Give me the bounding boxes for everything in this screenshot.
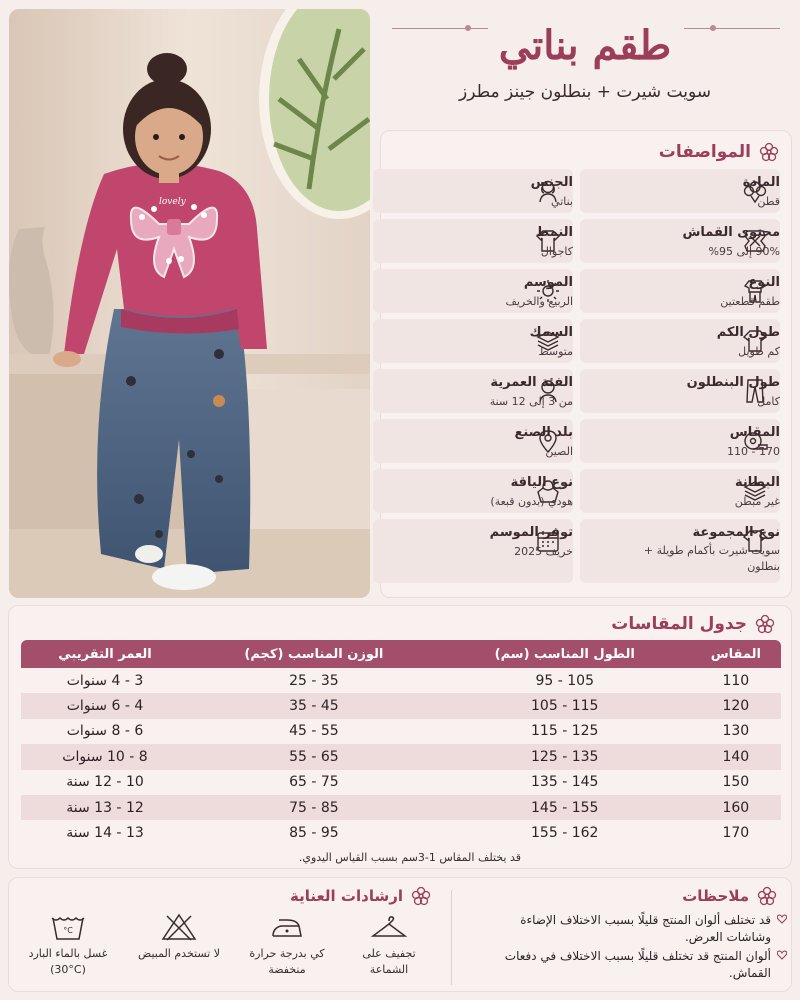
table-row bbox=[21, 795, 781, 820]
table-cell: 120 bbox=[691, 693, 781, 718]
spec-season bbox=[373, 269, 573, 313]
size-table bbox=[21, 640, 781, 846]
spec-value: هودي (بدون قبعة) bbox=[490, 495, 573, 508]
table-cell: 155 - 145 bbox=[439, 795, 691, 820]
flower-icon bbox=[759, 142, 779, 162]
care-item-no-bleach bbox=[134, 912, 224, 962]
size-chart-panel bbox=[8, 605, 792, 869]
spec-label: نوع الياقة bbox=[510, 475, 573, 490]
spec-value: طقم قطعتين bbox=[720, 295, 780, 308]
spec-origin bbox=[373, 419, 573, 463]
spec-value: كاجوال bbox=[540, 245, 573, 258]
table-row bbox=[21, 668, 781, 693]
table-cell: 3 - 4 سنوات bbox=[66, 672, 144, 689]
table-cell: 145 - 135 bbox=[531, 774, 599, 791]
table-row bbox=[21, 744, 781, 769]
spec-season-availability bbox=[373, 519, 573, 583]
spec-value: 170 - 110 bbox=[727, 445, 780, 458]
spec-pants-length bbox=[580, 369, 780, 413]
flower-icon bbox=[757, 886, 777, 906]
spec-fabric-content bbox=[580, 219, 780, 263]
table-cell: 4 - 6 سنوات bbox=[21, 693, 189, 718]
spec-value: قطن bbox=[757, 195, 780, 208]
specs-title: المواصفات bbox=[658, 142, 751, 162]
table-cell: 170 bbox=[722, 825, 750, 842]
girl-in-outfit-illustration bbox=[9, 9, 370, 598]
flower-icon bbox=[411, 886, 431, 906]
spec-size bbox=[580, 419, 780, 463]
spec-lining bbox=[580, 469, 780, 513]
spec-set-type bbox=[580, 519, 780, 583]
spec-value: الربيع والخريف bbox=[505, 295, 573, 308]
table-cell: 110 bbox=[722, 672, 750, 689]
spec-material bbox=[580, 169, 780, 213]
care-label: غسل بالماء البارد (30°C) bbox=[28, 947, 108, 976]
table-cell: 12 - 13 سنة bbox=[21, 795, 189, 820]
table-cell: 65 - 55 bbox=[189, 744, 439, 769]
table-cell: 140 bbox=[691, 744, 781, 769]
table-cell: 75 - 65 bbox=[289, 774, 339, 791]
iron-icon bbox=[267, 912, 307, 942]
sweatshirt-print-text: lovely bbox=[159, 197, 186, 207]
spec-value: من 3 إلى 12 سنة bbox=[489, 395, 573, 408]
column-header-size: المقاس bbox=[691, 640, 781, 668]
spec-value: الصين bbox=[545, 445, 573, 458]
table-row bbox=[21, 770, 781, 795]
size-note: قد يختلف المقاس 1-3سم بسبب القياس اليدوي. bbox=[298, 851, 521, 864]
spec-label: توفر الموسم bbox=[489, 525, 573, 540]
care-label: تجفيف على الشماعة bbox=[362, 947, 416, 976]
table-cell: 10 - 12 سنة bbox=[66, 774, 144, 791]
table-cell: 8 - 10 سنوات bbox=[21, 744, 189, 769]
spec-style bbox=[373, 219, 573, 263]
heart-icon bbox=[777, 950, 787, 960]
table-cell: 45 - 35 bbox=[189, 693, 439, 718]
spec-type bbox=[580, 269, 780, 313]
table-cell: 55 - 45 bbox=[289, 723, 339, 740]
specs-panel bbox=[380, 130, 792, 598]
spec-value: بناتي bbox=[551, 195, 573, 208]
table-cell: 35 - 25 bbox=[289, 672, 339, 689]
care-item-cold-wash bbox=[23, 912, 113, 978]
spec-label: طول الكم bbox=[716, 325, 780, 340]
care-label: كي بدرجة حرارة منخفضة bbox=[249, 947, 325, 976]
note-text: قد تختلف ألوان المنتج قليلًا بسبب الاختلاف الإضاءة وشاشات العرض. bbox=[520, 913, 771, 944]
notes-care-panel bbox=[8, 877, 792, 992]
no-bleach-icon bbox=[159, 912, 199, 942]
spec-value: 90% إلى 95% bbox=[708, 245, 780, 258]
spec-label: الموسم bbox=[523, 275, 573, 290]
care-title: ارشادات العناية bbox=[289, 887, 403, 905]
spec-value: كم طويل bbox=[738, 345, 780, 358]
spec-label: نوع المجموعة bbox=[692, 525, 780, 540]
specs-header bbox=[659, 142, 779, 162]
spec-value: غير مبطن bbox=[734, 495, 780, 508]
spec-sleeve-length bbox=[580, 319, 780, 363]
table-row bbox=[21, 820, 781, 845]
spec-label: البطانة bbox=[735, 475, 780, 490]
note-item bbox=[476, 948, 771, 982]
flower-icon bbox=[755, 614, 775, 634]
spec-label: بلد الصنع bbox=[514, 425, 573, 440]
note-text: ألوان المنتج قد تختلف قليلًا بسبب الاختلاف في دفعات القماش. bbox=[504, 949, 771, 980]
spec-label: المادة bbox=[742, 175, 780, 190]
care-item-hang-dry bbox=[344, 912, 434, 978]
table-cell: 6 - 8 سنوات bbox=[66, 723, 144, 740]
spec-label: محتوى القماش bbox=[682, 225, 780, 240]
product-photo bbox=[9, 9, 370, 598]
table-cell: 115 - 105 bbox=[439, 693, 691, 718]
note-item bbox=[476, 912, 771, 946]
spec-label: الفئة العمرية bbox=[490, 375, 573, 390]
table-cell: 105 - 95 bbox=[535, 672, 594, 689]
table-cell: 85 - 75 bbox=[189, 795, 439, 820]
spec-collar-type bbox=[373, 469, 573, 513]
table-header-row bbox=[21, 640, 781, 668]
column-header-weight: الوزن المناسب (كجم) bbox=[189, 640, 439, 668]
spec-value: سويت شيرت بأكمام طويلة + بنطلون bbox=[643, 544, 780, 573]
table-cell: 162 - 155 bbox=[531, 825, 599, 842]
care-label: لا تستخدم المبيض bbox=[137, 947, 221, 960]
spec-label: الجنس bbox=[530, 175, 573, 190]
care-item-low-iron bbox=[242, 912, 332, 978]
spec-label: النمط bbox=[535, 225, 573, 240]
notes-header bbox=[682, 886, 777, 906]
page-subtitle: سويت شيرت + بنطلون جينز مطرز bbox=[459, 82, 711, 102]
hanger-icon bbox=[369, 912, 409, 942]
size-chart-title: جدول المقاسات bbox=[611, 614, 747, 634]
table-cell: 160 bbox=[691, 795, 781, 820]
table-row bbox=[21, 693, 781, 718]
page-title: طقم بناتي bbox=[498, 22, 672, 69]
care-header bbox=[290, 886, 431, 906]
spec-thickness bbox=[373, 319, 573, 363]
wash-temp-text: °C bbox=[63, 926, 73, 935]
table-cell: 13 - 14 سنة bbox=[66, 825, 144, 842]
size-chart-header bbox=[611, 614, 775, 634]
spec-label: النوع bbox=[748, 275, 780, 290]
spec-age-group bbox=[373, 369, 573, 413]
notes-title: ملاحظات bbox=[682, 887, 749, 905]
spec-value: خريف 2025 bbox=[514, 545, 573, 558]
spec-label: المقاس bbox=[729, 425, 780, 440]
table-cell: 125 - 115 bbox=[531, 723, 599, 740]
spec-value: متوسط bbox=[538, 345, 573, 358]
column-header-height: الطول المناسب (سم) bbox=[439, 640, 691, 668]
spec-label: السمك bbox=[529, 325, 573, 340]
header bbox=[380, 20, 790, 102]
table-row bbox=[21, 719, 781, 744]
spec-value: كامل bbox=[757, 395, 780, 408]
table-cell: 135 - 125 bbox=[439, 744, 691, 769]
heart-icon bbox=[777, 914, 787, 924]
table-cell: 150 bbox=[722, 774, 750, 791]
column-header-age: العمر التقريبي bbox=[21, 640, 189, 668]
table-cell: 95 - 85 bbox=[289, 825, 339, 842]
cold-wash-icon bbox=[48, 912, 88, 942]
table-cell: 130 bbox=[722, 723, 750, 740]
spec-label: طول البنطلون bbox=[686, 375, 780, 390]
spec-gender bbox=[373, 169, 573, 213]
section-divider bbox=[451, 890, 452, 985]
